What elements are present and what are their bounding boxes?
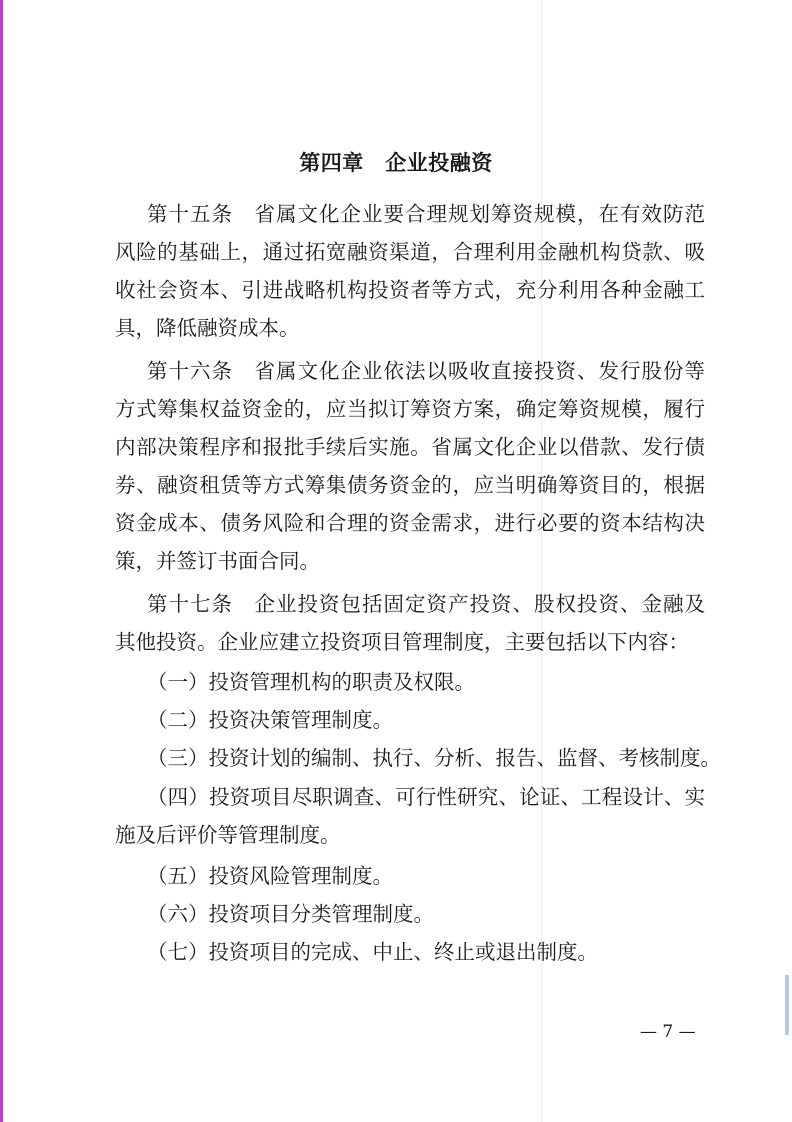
list-item-3: （三）投资计划的编制、执行、分析、报告、监督、考核制度。 — [147, 746, 721, 770]
list-item-6: （六）投资项目分类管理制度。 — [147, 902, 434, 926]
article-15-line-2: 风险的基础上，通过拓宽融资渠道，合理利用金融机构贷款、吸 — [115, 240, 705, 264]
article-15-line-4: 具，降低融资成本。 — [115, 316, 300, 340]
article-15-line-3: 收社会资本、引进战略机构投资者等方式，充分利用各种金融工 — [115, 278, 705, 302]
article-16-line-1: 第十六条 省属文化企业依法以吸收直接投资、发行股份等 — [147, 359, 705, 383]
article-16-line-6: 策，并签订书面合同。 — [115, 549, 320, 573]
list-item-2: （二）投资决策管理制度。 — [147, 708, 393, 732]
list-item-1: （一）投资管理机构的职责及权限。 — [147, 670, 475, 694]
page-number: — 7 — — [640, 1022, 696, 1042]
article-17-line-2: 其他投资。企业应建立投资项目管理制度，主要包括以下内容： — [115, 630, 689, 654]
list-item-4-line-1: （四）投资项目尽职调查、可行性研究、论证、工程设计、实 — [147, 785, 705, 809]
list-item-4-line-2: 施及后评价等管理制度。 — [115, 823, 341, 847]
scan-mark — [785, 975, 789, 1035]
article-16-line-5: 资金成本、债务风险和合理的资金需求，进行必要的资本结构决 — [115, 511, 705, 535]
article-16-line-4: 券、融资租赁等方式筹集债务资金的，应当明确筹资目的，根据 — [115, 473, 705, 497]
article-16-line-3: 内部决策程序和报批手续后实施。省属文化企业以借款、发行债 — [115, 435, 705, 459]
article-17-line-1: 第十七条 企业投资包括固定资产投资、股权投资、金融及 — [147, 592, 705, 616]
article-16-line-2: 方式筹集权益资金的，应当拟订筹资方案，确定筹资规模，履行 — [115, 397, 705, 421]
list-item-5: （五）投资风险管理制度。 — [147, 864, 393, 888]
list-item-7: （七）投资项目的完成、中止、终止或退出制度。 — [147, 940, 598, 964]
chapter-title: 第四章 企业投融资 — [299, 151, 493, 175]
article-15-line-1: 第十五条 省属文化企业要合理规划筹资规模，在有效防范 — [147, 202, 705, 226]
